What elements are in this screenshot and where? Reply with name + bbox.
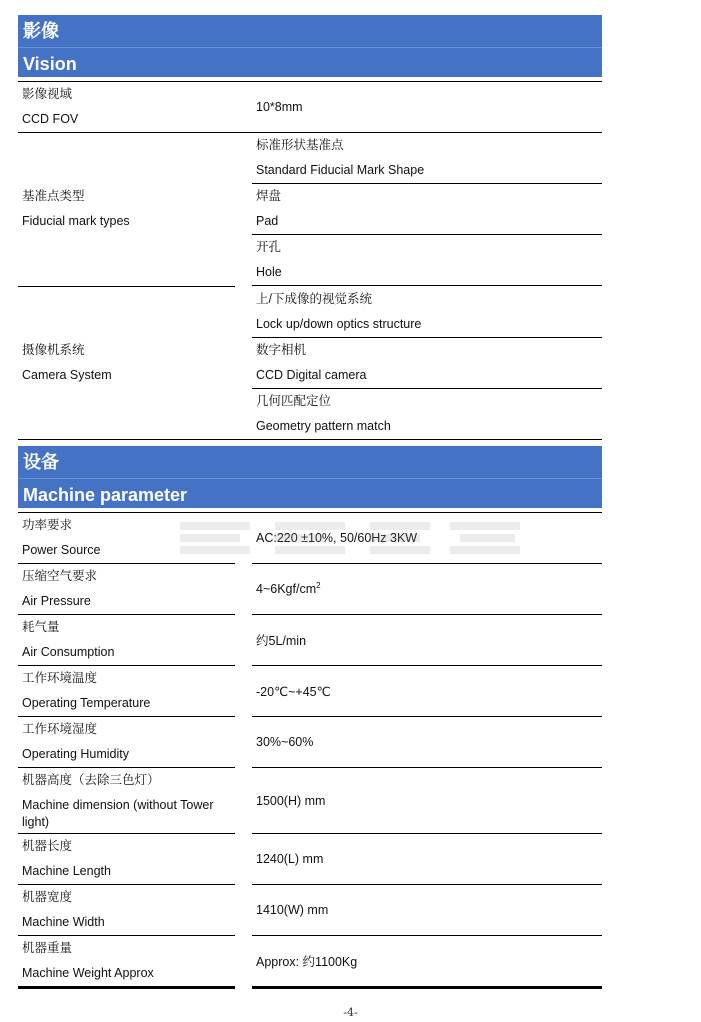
air-pressure-value: $4\sim 6Kgf/cm^2$ — [252, 564, 602, 615]
list-item: 数字相机 CCD Digital camera — [252, 338, 602, 389]
camera-values — [252, 287, 602, 440]
fov-label-cn: 影像视域 — [22, 87, 73, 101]
table-row — [18, 82, 602, 133]
fov-value: 10*8mm — [252, 82, 602, 133]
fiducial-label-cn: 基准点类型 — [22, 189, 85, 204]
height-value: 1500(H) mm — [252, 768, 602, 834]
table-row: 工作环境温度 Operating Temperature -20℃~+45℃ — [18, 666, 602, 717]
fiducial-label — [18, 133, 235, 286]
list-item: 开孔 Hole — [252, 235, 602, 286]
table-row: 工作环境湿度 Operating Humidity 30%~60% — [18, 717, 602, 768]
table-row: 耗气量 Air Consumption 约5L/min — [18, 615, 602, 666]
fov-label-en: CCD FOV — [22, 112, 79, 126]
power-value: AC:220 ±10%, 50/60Hz 3KW — [252, 513, 602, 564]
table-row: 机器重量 Machine Weight Approx Approx: 约1100Kg — [18, 936, 602, 988]
length-value: 1240(L) mm — [252, 834, 602, 885]
table-row: 功率要求 Power Source AC:220 ±10%, 50/60Hz 3KW — [18, 513, 602, 564]
temperature-value: -20℃~+45℃ — [252, 666, 602, 717]
camera-label-cn: 摄像机系统 — [22, 342, 85, 357]
camera-label-en: Camera System — [22, 367, 112, 382]
table-row: 机器高度（去除三色灯） Machine dimension (without Tower light) 1500(H) mm — [18, 768, 602, 834]
humidity-value: 30%~60% — [252, 717, 602, 768]
fiducial-label-en: Fiducial mark types — [22, 214, 130, 229]
machine-table — [18, 513, 602, 989]
list-item: 几何匹配定位 Geometry pattern match — [252, 389, 602, 440]
width-value: 1410(W) mm — [252, 885, 602, 936]
weight-value: Approx: 约1100Kg — [252, 936, 602, 988]
list-item: 焊盘 Pad — [252, 184, 602, 235]
table-row: 机器长度 Machine Length 1240(L) mm — [18, 834, 602, 885]
page-number: -4- — [343, 1006, 358, 1019]
machine-header-en: Machine parameter — [18, 479, 602, 512]
vision-header-cn: 影像 — [18, 15, 602, 48]
superscript: 2 — [316, 580, 321, 590]
table-row — [18, 133, 602, 286]
table-row: 机器宽度 Machine Width 1410(W) mm — [18, 885, 602, 936]
camera-table — [18, 287, 602, 441]
fiducial-values — [252, 133, 602, 286]
camera-label — [18, 287, 235, 440]
list-item: 上/下成像的视觉系统 Lock up/down optics structure — [252, 287, 602, 338]
list-item: 标准形状基准点 Standard Fiducial Mark Shape — [252, 133, 602, 184]
table-row: 压缩空气要求 Air Pressure $4\sim 6Kgf/cm^2$ — [18, 564, 602, 615]
table-row — [18, 287, 602, 440]
air-consumption-value: 约5L/min — [252, 615, 602, 666]
fiducial-table — [18, 133, 602, 287]
machine-header-cn: 设备 — [18, 446, 602, 479]
vision-table — [18, 82, 602, 133]
fov-label — [18, 82, 235, 133]
spec-page — [18, 15, 602, 989]
vision-header-en: Vision — [18, 48, 602, 81]
